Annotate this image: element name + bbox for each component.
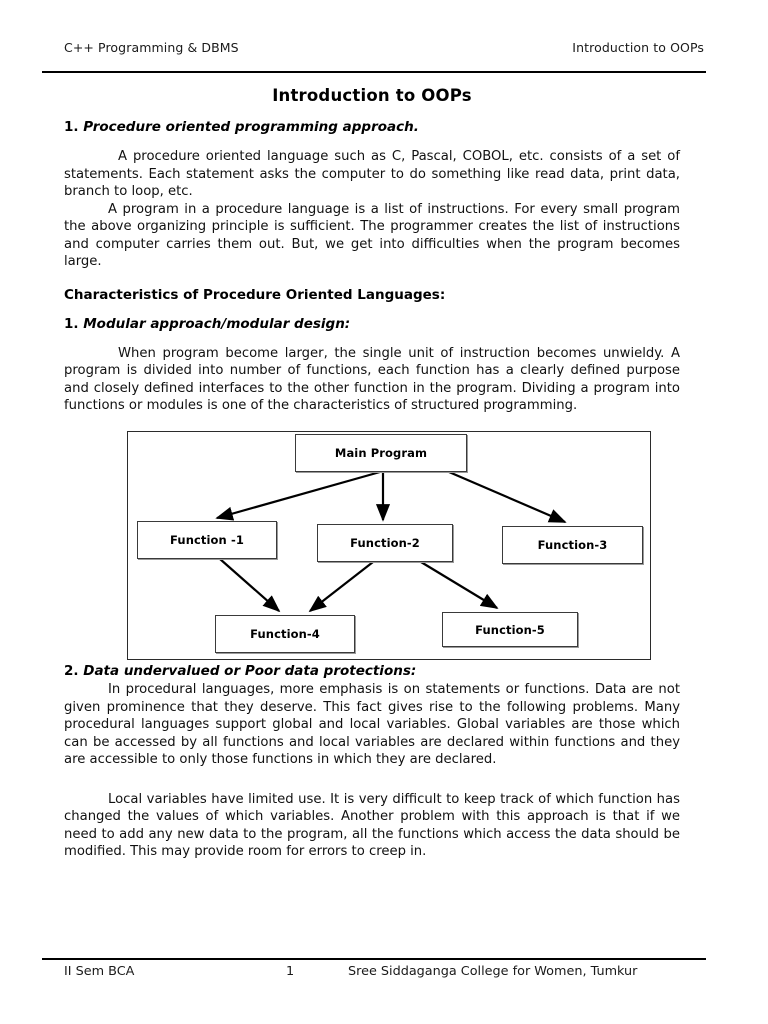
figure-node-label: Function -1 xyxy=(170,533,244,547)
running-header xyxy=(64,40,704,55)
figure-node-function-5 xyxy=(442,612,578,647)
section-heading-modular-approach xyxy=(64,316,680,332)
figure-node-label: Main Program xyxy=(334,446,428,460)
figure-node-function-4 xyxy=(215,615,355,653)
paragraph-modular-design: When program become larger, the single unit of instruction becomes unwieldy. A program is divided into number of functions, each function has a clearly defined purpose and closely defined interfaces to the other function in the program. Dividing a program into functions or modules is one of the characteristics of structured programming. xyxy=(64,345,680,414)
header-left-text: C++ Programming & DBMS xyxy=(64,40,239,55)
section-heading-text: Procedure oriented programming approach. xyxy=(83,119,419,135)
paragraph-procedural-emphasis: In procedural languages, more emphasis is on statements or functions. Data are not given prominence that they deserve. This fact gives rise to the following problems. Many procedural languages support global and local variables. Global variables are those which can be accessed by all functions and local variables are declared within functions and they are accessible to only those functions in which they are declared. xyxy=(64,682,680,768)
section-heading-text: Data undervalued or Poor data protections: xyxy=(83,663,417,679)
section-number: 1. xyxy=(64,315,79,332)
figure-node-label: Function-4 xyxy=(250,627,320,641)
section-heading-text: Modular approach/modular design: xyxy=(83,315,351,332)
paragraph-local-variables: Local variables have limited use. It is very difficult to keep track of which function has changed the values of which variables. Another problem with this approach is that if we need to add any new data to the program, all the functions which access the data should be modified. This may provide room for errors to creep in. xyxy=(64,791,680,860)
figure-node-function-3 xyxy=(502,526,643,564)
footer-divider-rule xyxy=(42,958,706,960)
figure-node-main-program xyxy=(295,434,467,472)
figure-node-function-2 xyxy=(317,524,453,562)
page-title: Introduction to OOPs xyxy=(272,86,472,105)
figure-node-label: Function-2 xyxy=(350,536,420,550)
section-heading-characteristics: Characteristics of Procedure Oriented Languages: xyxy=(64,286,446,303)
document-body-lower xyxy=(64,663,680,861)
footer-right-text: Sree Siddaganga College for Women, Tumkur xyxy=(348,964,638,979)
figure-node-function-1 xyxy=(137,521,277,559)
section-number: 2. xyxy=(64,663,79,679)
figure-function-hierarchy xyxy=(127,431,651,660)
section-heading-procedure-approach xyxy=(64,119,680,135)
footer-page-number: 1 xyxy=(286,964,295,979)
figure-node-label: Function-5 xyxy=(475,622,545,637)
section-heading-data-undervalued xyxy=(64,663,680,679)
footer-left-text: II Sem BCA xyxy=(64,964,135,979)
section-number: 1. xyxy=(64,119,79,135)
header-right-text: Introduction to OOPs xyxy=(572,40,704,55)
header-divider-rule xyxy=(42,71,706,73)
figure-node-label: Function-3 xyxy=(537,538,608,552)
document-body xyxy=(64,86,680,415)
paragraph-procedure-language: A procedure oriented language such as C, Pascal, COBOL, etc. consists of a set of statements. Each statement asks the computer to do something like read data, print data, branch to loop, etc. xyxy=(64,149,680,200)
paragraph-program-list: A program in a procedure language is a list of instructions. For every small program the above organizing principle is sufficient. The programmer creates the list of instructions and computer carries them out. But, we get into difficulties when the program becomes large. xyxy=(64,201,680,270)
